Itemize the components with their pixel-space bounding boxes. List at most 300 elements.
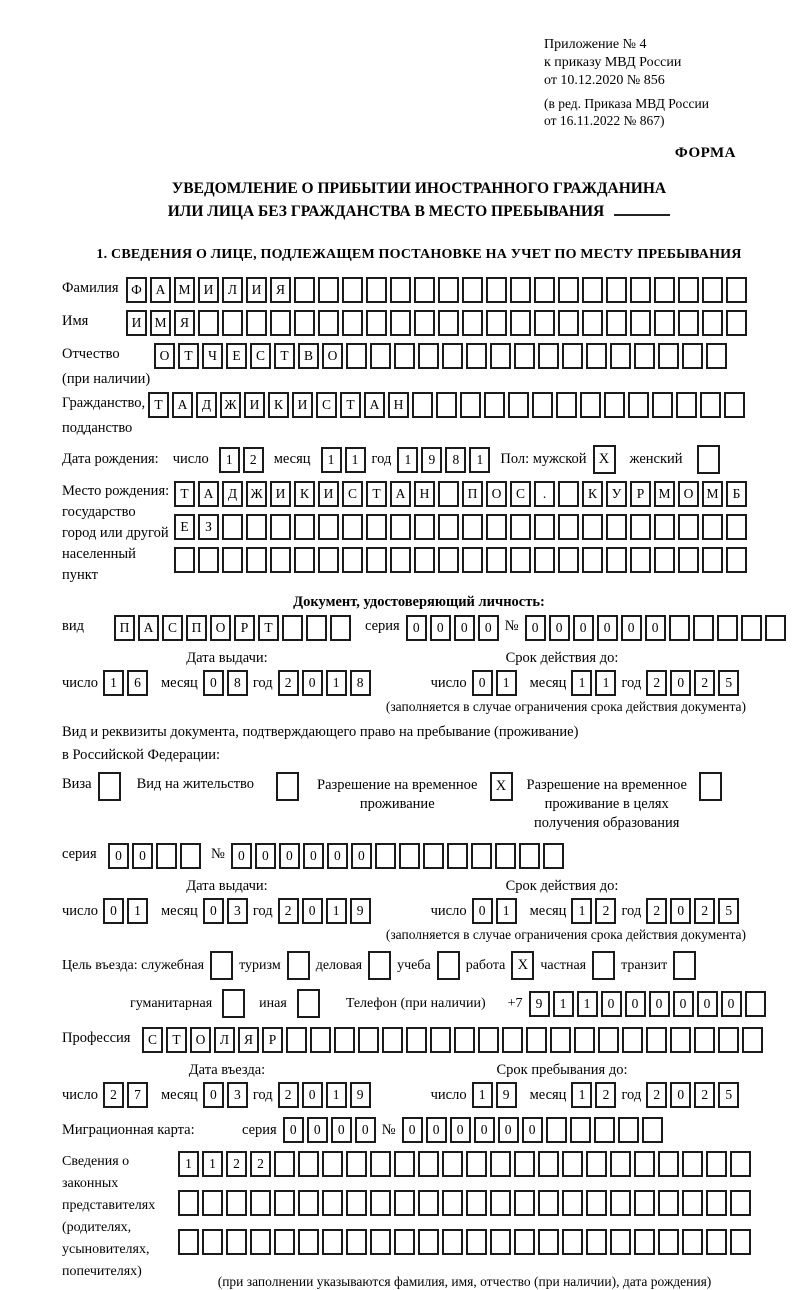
char-box[interactable]: 0	[721, 991, 742, 1017]
char-box[interactable]	[658, 343, 679, 369]
char-box[interactable]: А	[390, 481, 411, 507]
reps-boxes-row2[interactable]	[178, 1190, 751, 1216]
char-box[interactable]	[514, 343, 535, 369]
char-box[interactable]: 0	[302, 898, 323, 924]
char-box[interactable]: И	[126, 310, 147, 336]
char-box[interactable]	[726, 547, 747, 573]
char-box[interactable]	[418, 1151, 439, 1177]
char-box[interactable]	[594, 1117, 615, 1143]
char-box[interactable]: 0	[454, 615, 475, 641]
permit-issue-month-boxes[interactable]	[203, 898, 248, 924]
char-box[interactable]: Ч	[202, 343, 223, 369]
char-box[interactable]	[394, 1229, 415, 1255]
char-box[interactable]: 0	[103, 898, 124, 924]
char-box[interactable]: Н	[388, 392, 409, 418]
female-checkbox[interactable]	[697, 445, 720, 474]
char-box[interactable]: X	[593, 445, 616, 474]
char-box[interactable]: 0	[203, 670, 224, 696]
char-box[interactable]	[634, 1151, 655, 1177]
char-box[interactable]	[574, 1027, 595, 1053]
char-box[interactable]	[550, 1027, 571, 1053]
char-box[interactable]: 8	[445, 447, 466, 473]
char-box[interactable]: 1	[202, 1151, 223, 1177]
char-box[interactable]: 1	[472, 1082, 493, 1108]
birthplace-boxes-row1[interactable]	[174, 481, 747, 507]
id-issue-day-boxes[interactable]	[103, 670, 148, 696]
char-box[interactable]: 1	[219, 447, 240, 473]
char-box[interactable]: Д	[196, 392, 217, 418]
char-box[interactable]	[673, 951, 696, 980]
char-box[interactable]	[294, 514, 315, 540]
char-box[interactable]: 2	[646, 1082, 667, 1108]
char-box[interactable]: А	[172, 392, 193, 418]
char-box[interactable]	[486, 547, 507, 573]
char-box[interactable]	[370, 1229, 391, 1255]
char-box[interactable]: Т	[258, 615, 279, 641]
char-box[interactable]: Я	[270, 277, 291, 303]
id-valid-year-boxes[interactable]	[646, 670, 739, 696]
char-box[interactable]	[700, 392, 721, 418]
char-box[interactable]: 0	[670, 898, 691, 924]
char-box[interactable]	[418, 1190, 439, 1216]
char-box[interactable]	[394, 343, 415, 369]
official-checkbox[interactable]	[210, 951, 233, 980]
char-box[interactable]: С	[162, 615, 183, 641]
char-box[interactable]	[495, 843, 516, 869]
char-box[interactable]	[634, 1190, 655, 1216]
char-box[interactable]	[610, 1190, 631, 1216]
char-box[interactable]: 0	[231, 843, 252, 869]
char-box[interactable]	[730, 1151, 751, 1177]
char-box[interactable]	[765, 615, 786, 641]
char-box[interactable]	[375, 843, 396, 869]
char-box[interactable]	[222, 310, 243, 336]
char-box[interactable]: 0	[472, 898, 493, 924]
id-issue-month-boxes[interactable]	[203, 670, 248, 696]
char-box[interactable]	[394, 1151, 415, 1177]
permit-number-boxes[interactable]	[231, 843, 564, 869]
char-box[interactable]: 5	[718, 898, 739, 924]
char-box[interactable]	[490, 1190, 511, 1216]
char-box[interactable]: 1	[571, 670, 592, 696]
char-box[interactable]: Т	[366, 481, 387, 507]
char-box[interactable]: 0	[255, 843, 276, 869]
char-box[interactable]	[726, 310, 747, 336]
char-box[interactable]	[745, 991, 766, 1017]
char-box[interactable]	[322, 1151, 343, 1177]
char-box[interactable]	[717, 615, 738, 641]
char-box[interactable]	[670, 1027, 691, 1053]
char-box[interactable]: С	[142, 1027, 163, 1053]
id-valid-month-boxes[interactable]	[571, 670, 616, 696]
char-box[interactable]	[306, 615, 327, 641]
char-box[interactable]	[246, 514, 267, 540]
char-box[interactable]: И	[246, 277, 267, 303]
study-checkbox[interactable]	[437, 951, 460, 980]
char-box[interactable]	[370, 1151, 391, 1177]
char-box[interactable]	[462, 547, 483, 573]
char-box[interactable]	[630, 547, 651, 573]
doc-number-boxes[interactable]	[525, 615, 786, 641]
stay-year-boxes[interactable]	[646, 1082, 739, 1108]
char-box[interactable]: И	[270, 481, 291, 507]
char-box[interactable]: 1	[397, 447, 418, 473]
char-box[interactable]	[437, 951, 460, 980]
permit-valid-day-boxes[interactable]	[472, 898, 517, 924]
char-box[interactable]: 0	[279, 843, 300, 869]
char-box[interactable]	[742, 1027, 763, 1053]
char-box[interactable]	[724, 392, 745, 418]
char-box[interactable]	[654, 277, 675, 303]
char-box[interactable]	[274, 1151, 295, 1177]
other-checkbox[interactable]	[297, 989, 320, 1018]
char-box[interactable]: 0	[402, 1117, 423, 1143]
char-box[interactable]	[682, 1190, 703, 1216]
char-box[interactable]	[582, 310, 603, 336]
char-box[interactable]	[298, 1151, 319, 1177]
char-box[interactable]: Я	[238, 1027, 259, 1053]
char-box[interactable]: П	[462, 481, 483, 507]
char-box[interactable]	[226, 1229, 247, 1255]
char-box[interactable]: П	[114, 615, 135, 641]
char-box[interactable]: 0	[474, 1117, 495, 1143]
char-box[interactable]	[718, 1027, 739, 1053]
char-box[interactable]	[276, 772, 299, 801]
char-box[interactable]	[423, 843, 444, 869]
char-box[interactable]	[669, 615, 690, 641]
char-box[interactable]: Ж	[246, 481, 267, 507]
char-box[interactable]: 0	[132, 843, 153, 869]
char-box[interactable]: О	[678, 481, 699, 507]
char-box[interactable]: С	[342, 481, 363, 507]
char-box[interactable]	[399, 843, 420, 869]
char-box[interactable]	[222, 989, 245, 1018]
char-box[interactable]	[726, 514, 747, 540]
char-box[interactable]	[438, 514, 459, 540]
birth-month-boxes[interactable]	[321, 447, 366, 473]
char-box[interactable]	[658, 1229, 679, 1255]
stay-day-boxes[interactable]	[472, 1082, 517, 1108]
char-box[interactable]	[274, 1229, 295, 1255]
char-box[interactable]: 9	[421, 447, 442, 473]
char-box[interactable]: 0	[601, 991, 622, 1017]
char-box[interactable]	[366, 277, 387, 303]
char-box[interactable]: 2	[646, 670, 667, 696]
char-box[interactable]	[442, 1151, 463, 1177]
char-box[interactable]: 0	[670, 670, 691, 696]
char-box[interactable]	[246, 547, 267, 573]
char-box[interactable]: 0	[302, 670, 323, 696]
char-box[interactable]: М	[702, 481, 723, 507]
char-box[interactable]: И	[318, 481, 339, 507]
given-name-boxes[interactable]	[126, 310, 747, 336]
char-box[interactable]	[634, 343, 655, 369]
char-box[interactable]	[586, 1151, 607, 1177]
char-box[interactable]	[490, 1151, 511, 1177]
char-box[interactable]: Т	[174, 481, 195, 507]
char-box[interactable]: 0	[302, 1082, 323, 1108]
char-box[interactable]	[282, 615, 303, 641]
char-box[interactable]	[678, 514, 699, 540]
char-box[interactable]: 0	[203, 1082, 224, 1108]
char-box[interactable]: В	[298, 343, 319, 369]
char-box[interactable]: 2	[278, 670, 299, 696]
char-box[interactable]: 0	[697, 991, 718, 1017]
birth-year-boxes[interactable]	[397, 447, 490, 473]
char-box[interactable]: 2	[103, 1082, 124, 1108]
char-box[interactable]	[412, 392, 433, 418]
char-box[interactable]	[654, 547, 675, 573]
char-box[interactable]	[462, 310, 483, 336]
char-box[interactable]: Л	[214, 1027, 235, 1053]
char-box[interactable]	[706, 1151, 727, 1177]
reps-boxes-row1[interactable]	[178, 1151, 751, 1177]
char-box[interactable]: 6	[127, 670, 148, 696]
char-box[interactable]	[438, 481, 459, 507]
char-box[interactable]	[486, 514, 507, 540]
char-box[interactable]: 0	[498, 1117, 519, 1143]
char-box[interactable]: 0	[203, 898, 224, 924]
char-box[interactable]	[702, 277, 723, 303]
char-box[interactable]: 1	[326, 1082, 347, 1108]
char-box[interactable]	[390, 547, 411, 573]
permit-series-boxes[interactable]	[108, 843, 201, 869]
char-box[interactable]	[222, 514, 243, 540]
char-box[interactable]	[682, 343, 703, 369]
char-box[interactable]: 0	[303, 843, 324, 869]
char-box[interactable]	[582, 547, 603, 573]
char-box[interactable]	[342, 277, 363, 303]
char-box[interactable]	[462, 277, 483, 303]
char-box[interactable]: 0	[525, 615, 546, 641]
char-box[interactable]	[322, 1229, 343, 1255]
char-box[interactable]	[466, 1229, 487, 1255]
char-box[interactable]: А	[138, 615, 159, 641]
char-box[interactable]	[682, 1151, 703, 1177]
char-box[interactable]: Т	[274, 343, 295, 369]
char-box[interactable]: 3	[227, 1082, 248, 1108]
char-box[interactable]	[222, 547, 243, 573]
char-box[interactable]	[198, 310, 219, 336]
char-box[interactable]: А	[364, 392, 385, 418]
char-box[interactable]: У	[606, 481, 627, 507]
char-box[interactable]	[702, 310, 723, 336]
char-box[interactable]	[442, 1229, 463, 1255]
char-box[interactable]	[342, 547, 363, 573]
char-box[interactable]	[514, 1190, 535, 1216]
char-box[interactable]: Т	[166, 1027, 187, 1053]
char-box[interactable]	[538, 343, 559, 369]
char-box[interactable]	[466, 1151, 487, 1177]
char-box[interactable]	[606, 547, 627, 573]
char-box[interactable]	[438, 547, 459, 573]
char-box[interactable]: И	[244, 392, 265, 418]
migcard-series-boxes[interactable]	[283, 1117, 376, 1143]
temp-residence-edu-checkbox[interactable]	[699, 772, 722, 801]
char-box[interactable]: М	[174, 277, 195, 303]
char-box[interactable]	[438, 310, 459, 336]
char-box[interactable]	[310, 1027, 331, 1053]
char-box[interactable]	[678, 277, 699, 303]
char-box[interactable]	[510, 277, 531, 303]
char-box[interactable]	[606, 310, 627, 336]
work-checkbox[interactable]	[511, 951, 534, 980]
char-box[interactable]	[298, 1229, 319, 1255]
id-valid-day-boxes[interactable]	[472, 670, 517, 696]
char-box[interactable]: 1	[595, 670, 616, 696]
char-box[interactable]: 1	[103, 670, 124, 696]
char-box[interactable]: 0	[355, 1117, 376, 1143]
char-box[interactable]	[702, 514, 723, 540]
private-checkbox[interactable]	[592, 951, 615, 980]
char-box[interactable]	[534, 514, 555, 540]
char-box[interactable]	[654, 514, 675, 540]
char-box[interactable]: 0	[597, 615, 618, 641]
char-box[interactable]: 0	[673, 991, 694, 1017]
char-box[interactable]: 0	[108, 843, 129, 869]
char-box[interactable]: О	[322, 343, 343, 369]
char-box[interactable]: 1	[577, 991, 598, 1017]
char-box[interactable]	[382, 1027, 403, 1053]
char-box[interactable]	[610, 1229, 631, 1255]
char-box[interactable]	[534, 310, 555, 336]
char-box[interactable]	[346, 1190, 367, 1216]
char-box[interactable]	[543, 843, 564, 869]
char-box[interactable]	[604, 392, 625, 418]
char-box[interactable]	[726, 277, 747, 303]
char-box[interactable]	[406, 1027, 427, 1053]
char-box[interactable]	[678, 547, 699, 573]
char-box[interactable]	[156, 843, 177, 869]
char-box[interactable]: X	[490, 772, 513, 801]
char-box[interactable]: 2	[226, 1151, 247, 1177]
char-box[interactable]	[598, 1027, 619, 1053]
char-box[interactable]	[730, 1229, 751, 1255]
char-box[interactable]: 8	[227, 670, 248, 696]
char-box[interactable]	[582, 514, 603, 540]
entry-year-boxes[interactable]	[278, 1082, 371, 1108]
char-box[interactable]: 7	[127, 1082, 148, 1108]
char-box[interactable]	[346, 343, 367, 369]
char-box[interactable]	[622, 1027, 643, 1053]
char-box[interactable]	[250, 1190, 271, 1216]
char-box[interactable]: 2	[646, 898, 667, 924]
char-box[interactable]: 1	[553, 991, 574, 1017]
char-box[interactable]: 0	[549, 615, 570, 641]
permit-issue-day-boxes[interactable]	[103, 898, 148, 924]
char-box[interactable]	[436, 392, 457, 418]
male-checkbox[interactable]	[593, 445, 616, 474]
char-box[interactable]	[532, 392, 553, 418]
char-box[interactable]: 0	[472, 670, 493, 696]
char-box[interactable]	[246, 310, 267, 336]
char-box[interactable]: Б	[726, 481, 747, 507]
permit-valid-year-boxes[interactable]	[646, 898, 739, 924]
char-box[interactable]: К	[582, 481, 603, 507]
char-box[interactable]: 9	[350, 1082, 371, 1108]
char-box[interactable]: 2	[243, 447, 264, 473]
char-box[interactable]	[508, 392, 529, 418]
char-box[interactable]: 1	[326, 670, 347, 696]
char-box[interactable]	[654, 310, 675, 336]
char-box[interactable]	[418, 343, 439, 369]
char-box[interactable]	[390, 514, 411, 540]
char-box[interactable]	[286, 1027, 307, 1053]
char-box[interactable]: А	[198, 481, 219, 507]
surname-boxes[interactable]	[126, 277, 747, 303]
id-issue-year-boxes[interactable]	[278, 670, 371, 696]
char-box[interactable]	[558, 547, 579, 573]
char-box[interactable]	[414, 310, 435, 336]
char-box[interactable]	[484, 392, 505, 418]
char-box[interactable]	[486, 277, 507, 303]
char-box[interactable]: 5	[718, 670, 739, 696]
char-box[interactable]: 0	[670, 1082, 691, 1108]
stay-month-boxes[interactable]	[571, 1082, 616, 1108]
char-box[interactable]	[693, 615, 714, 641]
char-box[interactable]: 1	[321, 447, 342, 473]
char-box[interactable]: 1	[345, 447, 366, 473]
char-box[interactable]: Т	[148, 392, 169, 418]
char-box[interactable]	[210, 951, 233, 980]
char-box[interactable]	[730, 1190, 751, 1216]
char-box[interactable]	[558, 481, 579, 507]
char-box[interactable]	[178, 1190, 199, 1216]
char-box[interactable]	[346, 1151, 367, 1177]
char-box[interactable]	[438, 277, 459, 303]
char-box[interactable]: X	[511, 951, 534, 980]
char-box[interactable]	[250, 1229, 271, 1255]
char-box[interactable]: 2	[694, 670, 715, 696]
char-box[interactable]	[178, 1229, 199, 1255]
char-box[interactable]	[502, 1027, 523, 1053]
char-box[interactable]	[630, 310, 651, 336]
char-box[interactable]	[366, 547, 387, 573]
char-box[interactable]: И	[292, 392, 313, 418]
char-box[interactable]: 2	[278, 898, 299, 924]
char-box[interactable]: К	[294, 481, 315, 507]
char-box[interactable]	[514, 1151, 535, 1177]
char-box[interactable]	[478, 1027, 499, 1053]
doc-type-boxes[interactable]	[114, 615, 351, 641]
char-box[interactable]	[368, 951, 391, 980]
char-box[interactable]	[466, 343, 487, 369]
char-box[interactable]	[658, 1190, 679, 1216]
char-box[interactable]: 2	[595, 1082, 616, 1108]
char-box[interactable]	[538, 1151, 559, 1177]
char-box[interactable]: Н	[414, 481, 435, 507]
char-box[interactable]: 9	[350, 898, 371, 924]
char-box[interactable]: 1	[496, 898, 517, 924]
char-box[interactable]	[562, 1229, 583, 1255]
char-box[interactable]: 1	[571, 898, 592, 924]
migcard-number-boxes[interactable]	[402, 1117, 663, 1143]
char-box[interactable]: .	[534, 481, 555, 507]
char-box[interactable]	[460, 392, 481, 418]
entry-day-boxes[interactable]	[103, 1082, 148, 1108]
char-box[interactable]	[558, 277, 579, 303]
char-box[interactable]: 0	[522, 1117, 543, 1143]
patronymic-boxes[interactable]	[154, 343, 727, 369]
char-box[interactable]	[466, 1190, 487, 1216]
char-box[interactable]	[510, 310, 531, 336]
char-box[interactable]	[702, 547, 723, 573]
char-box[interactable]	[514, 1229, 535, 1255]
char-box[interactable]	[586, 343, 607, 369]
char-box[interactable]: 9	[529, 991, 550, 1017]
char-box[interactable]	[562, 1151, 583, 1177]
char-box[interactable]: 2	[278, 1082, 299, 1108]
